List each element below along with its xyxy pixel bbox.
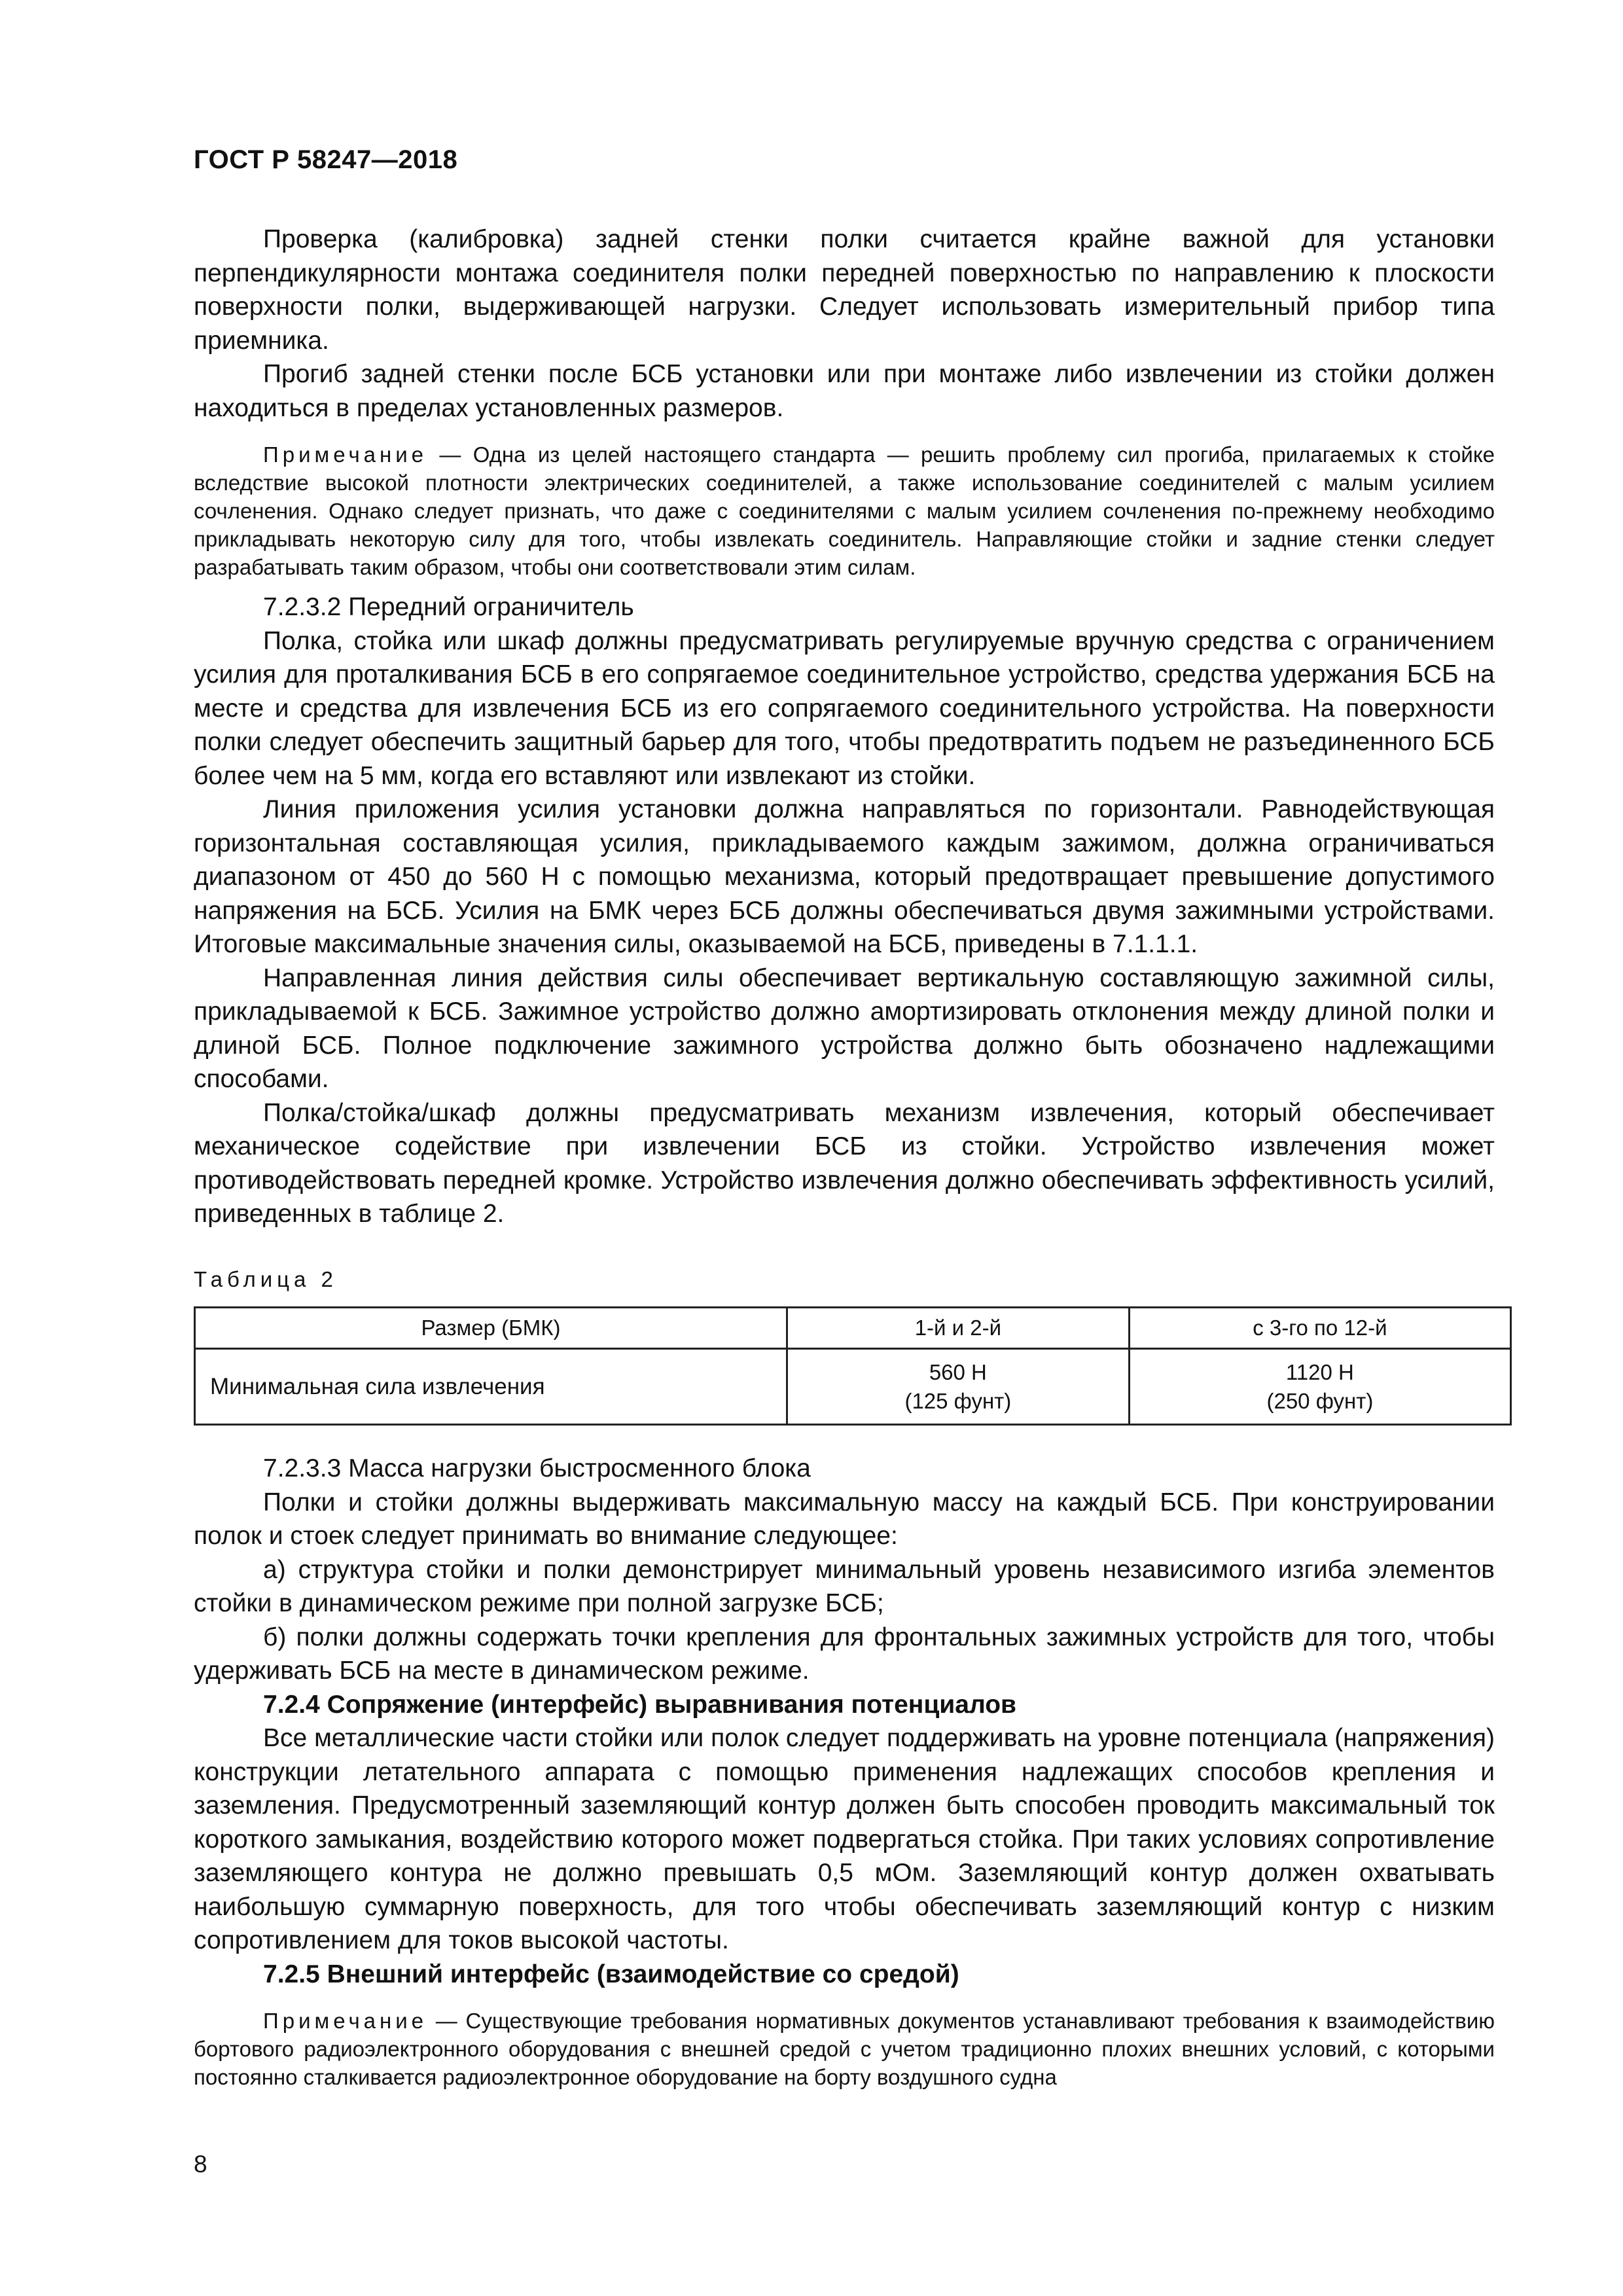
table-cell-value: 560 Н (929, 1359, 987, 1384)
paragraph: Направленная линия действия силы обеспечивает вертикальную составляющую зажимной силы, прикладываемой к БСБ. Зажимное устройство должно амортизировать отклонения между длиной полки и длиной БСБ. Полное подключение зажимного устройства должно быть обозначено надлежащими способами. (194, 963, 1495, 1093)
document-header: ГОСТ Р 58247—2018 (194, 145, 458, 174)
paragraph: Линия приложения усилия установки должна направляться по горизонтали. Равнодействующая горизонтальная составляющая усилия, прикладываемого каждым зажимом, должна ограничиваться диапазоном от 450 до 560 Н с помощью механизма, который предотвращает превышение допустимого напряжения на БСБ. Усилия на БМК через БСБ должны обеспечиваться двумя зажимными устройствами. Итоговые максимальные значения силы, оказываемой на БСБ, приведены в 7.1.1.1. (194, 795, 1495, 958)
paragraph: Прогиб задней стенки после БСБ установки или при монтаже либо извлечении из стойки должен находиться в пределах установленных размеров. (194, 360, 1495, 422)
paragraph: Полки и стойки должны выдерживать максимальную массу на каждый БСБ. При конструировании полок и стоек следует принимать во внимание следующее: (194, 1488, 1495, 1550)
table-row-label: Минимальная сила извлечения (195, 1349, 787, 1425)
list-item: а) структура стойки и полки демонстрирует минимальный уровень независимого изгиба элементов стойки в динамическом режиме при полной загрузке БСБ; (194, 1555, 1495, 1617)
section-heading-7232: 7.2.3.2 Передний ограничитель (263, 593, 634, 621)
section-heading-725: 7.2.5 Внешний интерфейс (взаимодействие со средой) (263, 1960, 959, 1988)
table-cell (1129, 1349, 1510, 1425)
section-heading-7233: 7.2.3.3 Масса нагрузки быстросменного блока (263, 1454, 811, 1482)
note-label: Примечание (263, 2009, 428, 2033)
table-header-cell: 1-й и 2-й (787, 1308, 1129, 1349)
table-header-cell: с 3-го по 12-й (1129, 1308, 1510, 1349)
table-row (195, 1349, 1511, 1425)
table-cell (787, 1349, 1129, 1425)
note-label: Примечание (263, 442, 428, 467)
page-number: 8 (194, 2151, 207, 2178)
note-text: — Одна из целей настоящего стандарта — решить проблему сил прогиба, прилагаемых к стойке вследствие высокой плотности электрических соединителей, а также использование соединителей с малым усилием сочленения. Однако следует признать, что даже с соединителями с малым усилием сочленения по-прежнему необходимо прикладывать некоторую силу для того, чтобы извлекать соединитель. Направляющие стойки и задние стенки следует разрабатывать таким образом, чтобы они соответствовали этим силам. (194, 442, 1495, 579)
table-2 (194, 1306, 1512, 1426)
paragraph: Полка, стойка или шкаф должны предусматривать регулируемые вручную средства с ограничением усилия для проталкивания БСБ в его сопрягаемое соединительное устройство, средства удержания БСБ на месте и средства для извлечения БСБ из его сопрягаемого соединительного устройства. На поверхности полки следует обеспечить защитный барьер для того, чтобы предотвратить подъем не разъединенного БСБ более чем на 5 мм, когда его вставляют или извлекают из стойки. (194, 626, 1495, 790)
paragraph: Все металлические части стойки или полок следует поддерживать на уровне потенциала (напряжения) конструкции летательного аппарата с помощью применения надлежащих способов крепления и заземления. Предусмотренный заземляющий контур должен быть способен проводить максимальный ток короткого замыкания, воздействию которого может подвергаться стойка. При таких условиях сопротивление заземляющего контура не должно превышать 0,5 мОм. Заземляющий контур должен охватывать наибольшую суммарную поверхность, для того чтобы обеспечивать заземляющий контур с низким сопротивлением для токов высокой частоты. (194, 1724, 1495, 1954)
document-body (194, 223, 1495, 2100)
table-cell-value: 1120 Н (1285, 1359, 1354, 1384)
note-block (194, 440, 1495, 581)
table-header-cell: Размер (БМК) (195, 1308, 787, 1349)
table-caption: Таблица 2 (194, 1266, 338, 1291)
paragraph: Проверка (калибровка) задней стенки полки считается крайне важной для установки перпендикулярности монтажа соединителя полки передней поверхностью по направлению к плоскости поверхности полки, выдерживающей нагрузки. Следует использовать измерительный прибор типа приемника. (194, 225, 1495, 355)
list-item: б) полки должны содержать точки крепления для фронтальных зажимных устройств для того, чтобы удерживать БСБ на месте в динамическом режиме. (194, 1623, 1495, 1685)
section-heading-724: 7.2.4 Сопряжение (интерфейс) выравнивания потенциалов (263, 1690, 1017, 1719)
table-header-row (195, 1308, 1511, 1349)
section-7233 (194, 1452, 1495, 1688)
note-block (194, 2007, 1495, 2091)
note-text: — Существующие требования нормативных документов устанавливают требования к взаимодействию бортового радиоэлектронного оборудования с внешней средой с учетом традиционно плохих внешних условий, с которыми постоянно сталкивается радиоэлектронное оборудование на борту воздушного судна (194, 2009, 1495, 2089)
table-cell-alt: (125 фунт) (904, 1388, 1012, 1413)
paragraph: Полка/стойка/шкаф должны предусматривать механизм извлечения, который обеспечивает механическое содействие при извлечении БСБ из стойки. Устройство извлечения может противодействовать передней кромке. Устройство извлечения должно обеспечивать эффективность усилий, приведенных в таблице 2. (194, 1098, 1495, 1228)
table-cell-alt: (250 фунт) (1266, 1388, 1374, 1413)
